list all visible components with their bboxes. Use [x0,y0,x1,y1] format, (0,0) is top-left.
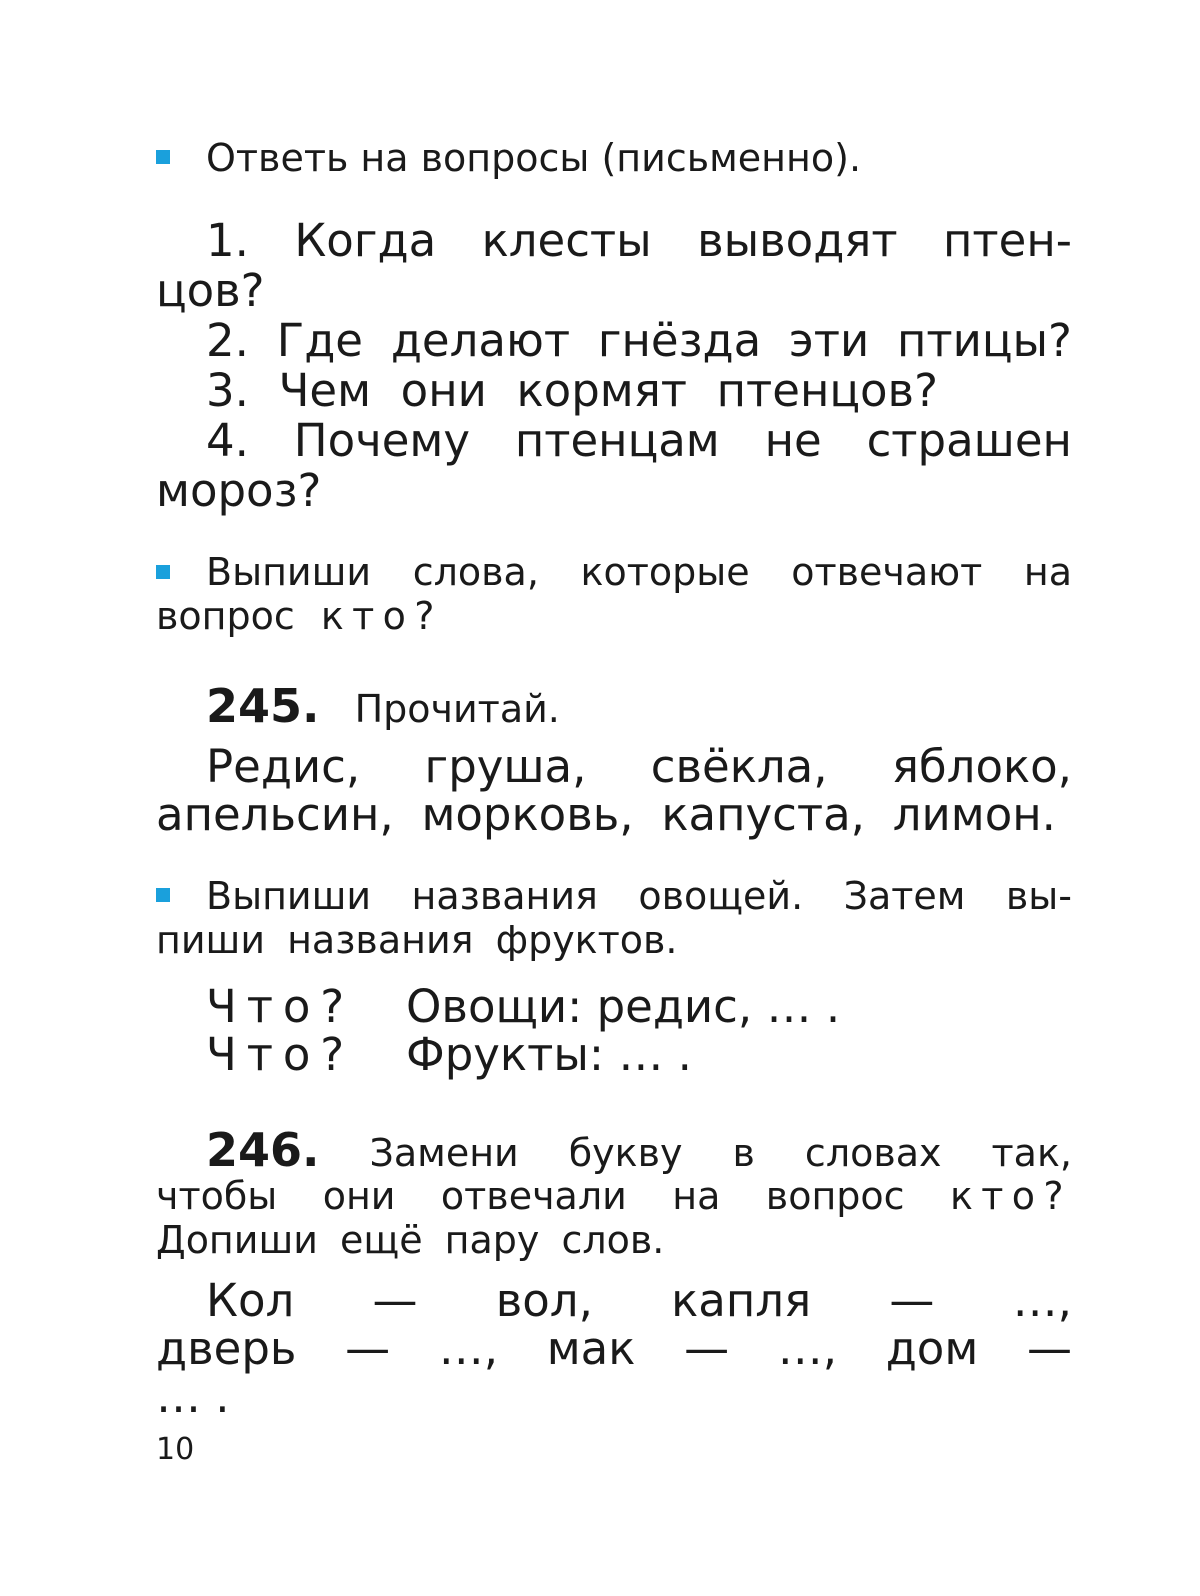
bullet-marker [156,150,170,164]
question-2: 2. Где делают гнёзда эти птицы? [206,314,1072,367]
exercise-number: 246. [206,1123,320,1177]
word-list-line2: апельсин, морковь, капуста, лимон. [156,788,1056,841]
answer-words-line2: дверь — …, мак — …, дом — [156,1322,1072,1375]
answer-row-vegetables: Что? Овощи: редис, … . [206,980,841,1033]
page-number: 10 [156,1432,195,1467]
instruction-vegetables-line1: Выпиши названия овощей. Затем вы- [206,874,1072,918]
question-1-line1: 1. Когда клесты выводят птен- [206,214,1072,267]
bullet-marker [156,888,170,902]
exercise-title: Прочитай. [354,687,560,731]
question-3: 3. Чем они кормят птенцов? [206,364,938,417]
bullet-marker [156,565,170,579]
question-1-line2: цов? [156,264,265,317]
word-list-line1: Редис, груша, свёкла, яблоко, [206,740,1072,793]
answer-words-line1: Кол — вол, капля — …, [206,1274,1072,1327]
exercise-245-header [206,678,1072,745]
exercise-246-line1: 246. Замени букву в словах так, [206,1123,1072,1177]
answer-words-line3: … . [156,1370,230,1423]
question-4-line1: 4. Почему птенцам не страшен [206,414,1072,467]
instruction-who-line1: Выпиши слова, которые отвечают на [206,550,1072,594]
exercise-246-line2: чтобы они отвечали на вопрос кто? [156,1174,1072,1218]
instruction-vegetables-line2: пиши названия фруктов. [156,918,678,962]
instruction-who-line2: вопрос кто? [156,594,443,638]
instruction-answer-questions: Ответь на вопросы (письменно). [206,136,862,180]
exercise-number: 245. [206,679,320,733]
exercise-246-line3: Допиши ещё пару слов. [156,1218,665,1262]
question-4-line2: мороз? [156,464,322,517]
answer-row-fruits: Что? Фрукты: … . [206,1028,692,1081]
